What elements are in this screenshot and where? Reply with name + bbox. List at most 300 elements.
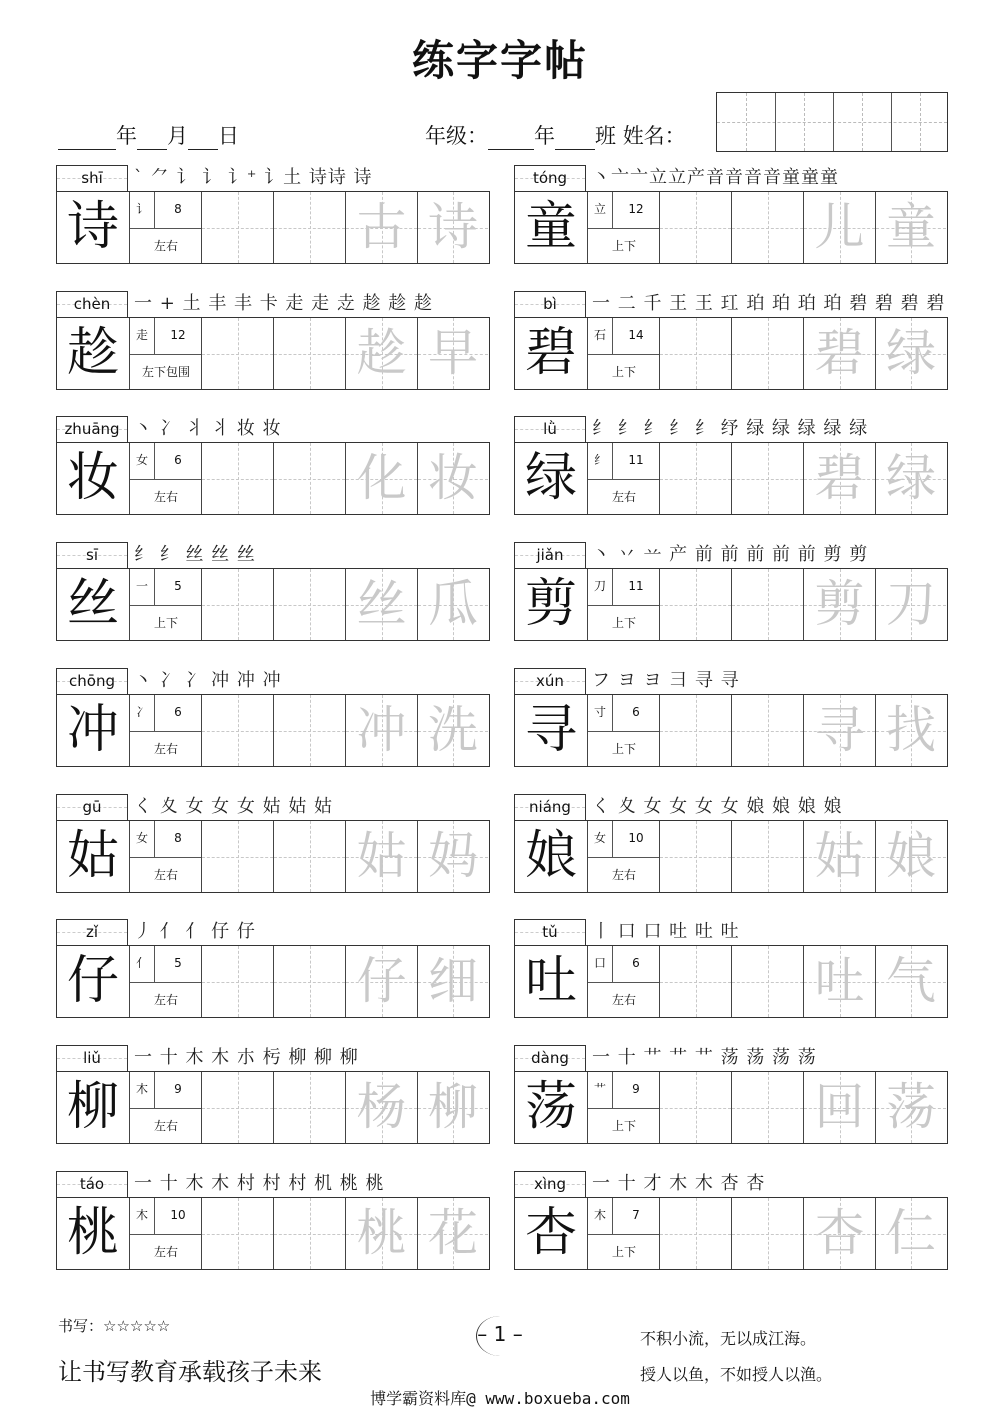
quote-line-1: 不积小流，无以成江海。: [640, 1329, 817, 1348]
pinyin-text: bì: [543, 295, 557, 313]
writing-cell[interactable]: [803, 192, 875, 263]
writing-cell[interactable]: [659, 192, 731, 263]
writing-cell[interactable]: [659, 946, 731, 1017]
writing-cell[interactable]: [803, 1072, 875, 1143]
radical: 艹: [588, 1072, 613, 1108]
trace-character: 冲: [356, 701, 407, 759]
structure: 左右: [130, 1234, 202, 1270]
writing-cell[interactable]: [875, 1072, 946, 1143]
structure: 左右: [130, 857, 202, 893]
pinyin-text: jiǎn: [536, 546, 564, 564]
practice-card: [56, 919, 490, 1025]
writing-cell[interactable]: [201, 695, 273, 766]
writing-cell[interactable]: [731, 1072, 803, 1143]
date-field: [58, 120, 239, 150]
writing-cell[interactable]: [875, 1198, 946, 1269]
char-info: [587, 946, 659, 1017]
class-label: 班: [595, 124, 616, 148]
trace-character: 杏: [814, 1204, 865, 1262]
quote-line-2: 授人以鱼，不如授人以渔。: [640, 1365, 833, 1384]
writing-cell[interactable]: [273, 695, 345, 766]
writing-cell[interactable]: [345, 821, 417, 892]
structure: 左右: [130, 228, 202, 264]
trace-character: 绿: [886, 449, 936, 507]
writing-cell[interactable]: [345, 318, 417, 389]
writing-cell[interactable]: [417, 1072, 488, 1143]
practice-card: [56, 416, 490, 522]
trace-character: 妆: [428, 449, 478, 507]
writing-cell[interactable]: [273, 1072, 345, 1143]
pinyin-box: [514, 668, 586, 694]
char-info: [129, 695, 201, 766]
trace-character: 仁: [886, 1204, 936, 1262]
pinyin-text: dàng: [531, 1049, 569, 1067]
model-character: 姑: [66, 826, 119, 886]
stroke-order: 丿 亻 亻 仔 仔: [134, 921, 256, 942]
char-info: [587, 695, 659, 766]
pinyin-box: [514, 416, 586, 442]
writing-cell[interactable]: [875, 318, 946, 389]
trace-character: 姑: [814, 827, 865, 885]
writing-cell[interactable]: [273, 569, 345, 640]
pinyin-box: [56, 542, 128, 568]
trace-character: 碧: [814, 324, 865, 382]
pinyin-text: xún: [536, 672, 564, 690]
structure: 左右: [130, 731, 202, 767]
name-input-grid[interactable]: [716, 92, 948, 152]
writing-cell[interactable]: [417, 1198, 488, 1269]
pinyin-box: [56, 1171, 128, 1197]
writing-cell[interactable]: [731, 946, 803, 1017]
writing-cell[interactable]: [875, 695, 946, 766]
writing-cell[interactable]: [731, 569, 803, 640]
writing-cell[interactable]: [803, 443, 875, 514]
structure: 左右: [130, 479, 202, 515]
model-character: 寻: [524, 700, 577, 760]
count: 12: [628, 202, 644, 216]
count: 5: [174, 579, 182, 593]
writing-cell[interactable]: [731, 192, 803, 263]
count: 11: [628, 453, 644, 467]
writing-cell[interactable]: [201, 569, 273, 640]
pinyin-box: [56, 668, 128, 694]
practice-card: [56, 165, 490, 271]
radical: 木: [130, 1072, 155, 1108]
radical: 木: [588, 1198, 613, 1234]
grade-field: [425, 120, 686, 150]
stroke-order: 一 二 千 王 王 玒 珀 珀 珀 珀 碧 碧 碧 碧: [592, 293, 946, 314]
practice-card: [514, 794, 948, 900]
model-character: 童: [524, 197, 577, 257]
structure: 上下: [588, 605, 660, 641]
writing-cell[interactable]: [417, 695, 488, 766]
page-number-ornament: [476, 1316, 524, 1356]
writing-cell[interactable]: [417, 946, 488, 1017]
writing-cell[interactable]: [201, 318, 273, 389]
structure: 左右: [588, 857, 660, 893]
structure: 上下: [588, 1108, 660, 1144]
char-info: [129, 443, 201, 514]
count: 9: [632, 1082, 640, 1096]
structure: 上下: [588, 731, 660, 767]
pinyin-box: [56, 291, 128, 317]
page-number-value: 1: [493, 1322, 507, 1346]
writing-cell[interactable]: [201, 946, 273, 1017]
practice-card: [56, 542, 490, 648]
radical: 木: [130, 1198, 155, 1234]
model-character: 绿: [524, 448, 577, 508]
model-character: 剪: [524, 574, 577, 634]
page-title: 练字字帖: [411, 36, 588, 85]
writing-cell[interactable]: [803, 1198, 875, 1269]
stroke-order: 一 + 土 丰 丰 卡 走 走 赱 趁 趁 趁: [134, 293, 434, 314]
year-blank[interactable]: [58, 127, 116, 150]
practice-card: [56, 794, 490, 900]
practice-grid: [514, 945, 948, 1018]
practice-grid: [56, 1197, 490, 1270]
pinyin-box: [56, 416, 128, 442]
writing-cell[interactable]: [417, 569, 488, 640]
practice-card: [56, 1171, 490, 1277]
writing-cell[interactable]: [803, 695, 875, 766]
practice-grid: [56, 820, 490, 893]
stroke-order: フ ヨ ヨ 彐 寻 寻: [592, 670, 740, 691]
radical: 女: [130, 821, 155, 857]
practice-grid: [56, 694, 490, 767]
pinyin-text: tǔ: [542, 923, 558, 941]
trace-character: 柳: [428, 1078, 478, 1136]
radical: 冫: [130, 695, 155, 731]
slogan: 让书写教育承载孩子未来: [58, 1358, 322, 1386]
writing-cell[interactable]: [731, 821, 803, 892]
practice-grid: [514, 1197, 948, 1270]
model-character: 趁: [66, 323, 119, 383]
count: 11: [628, 579, 644, 593]
practice-grid: [56, 945, 490, 1018]
pinyin-box: [514, 291, 586, 317]
radical: 女: [130, 443, 155, 479]
pinyin-box: [514, 1045, 586, 1071]
practice-card: [514, 542, 948, 648]
trace-character: 古: [356, 198, 407, 256]
practice-grid: [56, 317, 490, 390]
writing-cell[interactable]: [731, 318, 803, 389]
pinyin-text: shī: [81, 169, 103, 187]
structure: 上下: [130, 605, 202, 641]
radical: 一: [130, 569, 155, 605]
stroke-order: ` ⺈ 讠 讠 讠⁺ 讠土 诗诗 诗: [134, 167, 373, 188]
trace-character: 儿: [814, 198, 865, 256]
stroke-order: 丶亠亠立立产音音音音童童童: [592, 167, 839, 188]
writing-cell[interactable]: [273, 1198, 345, 1269]
pinyin-box: [56, 1045, 128, 1071]
pinyin-box: [514, 1171, 586, 1197]
writing-cell[interactable]: [345, 1198, 417, 1269]
model-character: 妆: [66, 448, 119, 508]
structure: 左右: [588, 479, 660, 515]
model-character: 吐: [524, 951, 577, 1011]
structure: 上下: [588, 228, 660, 264]
pinyin-text: chèn: [73, 295, 111, 313]
pinyin-text: táo: [79, 1175, 105, 1193]
count: 5: [174, 956, 182, 970]
pinyin-text: sī: [86, 546, 98, 564]
pinyin-box: [56, 794, 128, 820]
writing-rating: 书写：☆☆☆☆☆: [58, 1317, 171, 1335]
stroke-order: 丶 冫 冫 冲 冲 冲: [134, 670, 282, 691]
writing-cell[interactable]: [659, 443, 731, 514]
count: 8: [174, 831, 182, 845]
trace-character: 寻: [814, 701, 865, 759]
model-character: 冲: [66, 700, 119, 760]
stroke-order: く 夊 女 女 女 姑 姑 姑: [134, 796, 334, 817]
writing-cell[interactable]: [803, 821, 875, 892]
trace-character: 荡: [886, 1078, 936, 1136]
writing-cell[interactable]: [417, 192, 488, 263]
practice-card: [514, 668, 948, 774]
practice-grid: [56, 442, 490, 515]
stroke-order: 丶 冫 丬 丬 妆 妆: [134, 418, 282, 439]
practice-card: [514, 165, 948, 271]
trace-character: 剪: [814, 575, 865, 633]
count: 6: [174, 453, 182, 467]
model-character: 娘: [524, 826, 577, 886]
writing-cell[interactable]: [875, 192, 946, 263]
trace-character: 洗: [428, 701, 478, 759]
pinyin-text: zhuāng: [64, 420, 120, 438]
trace-character: 杨: [356, 1078, 407, 1136]
writing-cell[interactable]: [875, 946, 946, 1017]
model-character: 仔: [66, 951, 119, 1011]
writing-cell[interactable]: [659, 695, 731, 766]
writing-cell[interactable]: [273, 318, 345, 389]
pinyin-text: zǐ: [85, 923, 99, 941]
count: 8: [174, 202, 182, 216]
writing-cell[interactable]: [659, 1072, 731, 1143]
count: 14: [628, 328, 644, 342]
trace-character: 仔: [356, 952, 407, 1010]
writing-cell[interactable]: [417, 821, 488, 892]
day-label: 日: [218, 124, 239, 148]
radical: 刀: [588, 569, 613, 605]
pinyin-text: gū: [82, 798, 102, 816]
trace-character: 细: [428, 952, 478, 1010]
structure: 左下包围: [130, 354, 202, 390]
radical: 口: [588, 946, 613, 982]
writing-cell[interactable]: [273, 821, 345, 892]
char-info: [587, 821, 659, 892]
writing-cell[interactable]: [201, 1072, 273, 1143]
model-character: 碧: [524, 323, 577, 383]
trace-character: 回: [814, 1078, 865, 1136]
writing-cell[interactable]: [273, 192, 345, 263]
radical: 立: [588, 192, 613, 228]
stroke-order: 丨 口 口 吐 吐 吐: [592, 921, 740, 942]
writing-cell[interactable]: [803, 569, 875, 640]
writing-cell[interactable]: [345, 443, 417, 514]
trace-character: 花: [428, 1204, 478, 1262]
trace-character: 童: [886, 198, 936, 256]
writing-cell[interactable]: [659, 318, 731, 389]
stroke-order: 丶 丷 䒑 产 前 前 前 前 前 剪 剪: [592, 544, 869, 565]
stroke-order: 一 十 艹 艹 艹 荡 荡 荡 荡: [592, 1047, 817, 1068]
radical: 纟: [588, 443, 613, 479]
practice-card: [514, 1171, 948, 1277]
radical: 石: [588, 318, 613, 354]
practice-grid: [514, 191, 948, 264]
trace-character: 桃: [356, 1204, 407, 1262]
practice-card: [514, 291, 948, 397]
radical: 女: [588, 821, 613, 857]
count: 6: [632, 956, 640, 970]
writing-cell[interactable]: [201, 1198, 273, 1269]
month-blank[interactable]: [137, 127, 167, 150]
stroke-order: く 夊 女 女 女 女 娘 娘 娘 娘: [592, 796, 843, 817]
practice-grid: [514, 694, 948, 767]
model-character: 柳: [66, 1077, 119, 1137]
practice-grid: [56, 1071, 490, 1144]
radical: 亻: [130, 946, 155, 982]
trace-character: 找: [886, 701, 936, 759]
writing-cell[interactable]: [201, 821, 273, 892]
char-info: [587, 1072, 659, 1143]
trace-character: 刀: [886, 575, 936, 633]
trace-character: 绿: [886, 324, 936, 382]
writing-cell[interactable]: [875, 821, 946, 892]
stroke-order: 一 十 才 木 木 杏 杏: [592, 1173, 766, 1194]
stroke-order: 一 十 木 木 村 村 村 机 桃 桃: [134, 1173, 385, 1194]
writing-cell[interactable]: [875, 569, 946, 640]
char-info: [587, 192, 659, 263]
practice-grid: [514, 1071, 948, 1144]
char-info: [129, 821, 201, 892]
count: 6: [174, 705, 182, 719]
writing-cell[interactable]: [417, 318, 488, 389]
writing-cell[interactable]: [345, 946, 417, 1017]
count: 7: [632, 1208, 640, 1222]
grade-blank[interactable]: [488, 127, 534, 150]
trace-character: 娘: [886, 827, 936, 885]
practice-grid: [56, 568, 490, 641]
pinyin-text: niáng: [529, 798, 571, 816]
writing-cell[interactable]: [201, 443, 273, 514]
trace-character: 诗: [428, 198, 478, 256]
char-info: [129, 318, 201, 389]
structure: 上下: [588, 354, 660, 390]
trace-character: 趁: [356, 324, 407, 382]
char-info: [129, 1072, 201, 1143]
stroke-order: 一 十 木 木 朩 杇 柳 柳 柳: [134, 1047, 359, 1068]
trace-character: 吐: [814, 952, 865, 1010]
writing-cell[interactable]: [659, 569, 731, 640]
name-label: 姓名：: [622, 124, 686, 148]
writing-cell[interactable]: [803, 318, 875, 389]
char-info: [587, 318, 659, 389]
practice-grid: [56, 191, 490, 264]
trace-character: 化: [356, 449, 407, 507]
char-info: [587, 1198, 659, 1269]
pinyin-text: lǜ: [543, 420, 557, 438]
structure: 左右: [130, 982, 202, 1018]
writing-cell[interactable]: [345, 1072, 417, 1143]
count: 6: [632, 705, 640, 719]
char-info: [129, 1198, 201, 1269]
writing-cell[interactable]: [731, 695, 803, 766]
writing-cell[interactable]: [731, 1198, 803, 1269]
practice-grid: [514, 568, 948, 641]
writing-cell[interactable]: [875, 443, 946, 514]
pinyin-text: liǔ: [83, 1049, 101, 1067]
radical: 走: [130, 318, 155, 354]
model-character: 杏: [524, 1203, 577, 1263]
year-label: 年: [116, 124, 137, 148]
writing-cell[interactable]: [659, 821, 731, 892]
writing-cell[interactable]: [345, 569, 417, 640]
practice-card: [56, 1045, 490, 1151]
pinyin-box: [514, 542, 586, 568]
practice-grid: [514, 820, 948, 893]
practice-card: [56, 668, 490, 774]
writing-cell[interactable]: [659, 1198, 731, 1269]
writing-cell[interactable]: [273, 946, 345, 1017]
pinyin-box: [514, 794, 586, 820]
class-blank[interactable]: [555, 127, 595, 150]
structure: 左右: [130, 1108, 202, 1144]
pinyin-box: [514, 165, 586, 191]
practice-card: [514, 416, 948, 522]
model-character: 诗: [66, 197, 119, 257]
pinyin-text: chōng: [69, 672, 115, 690]
page-number: – 1 –: [470, 1322, 530, 1346]
pinyin-box: [56, 919, 128, 945]
trace-character: 早: [428, 324, 478, 382]
stroke-order: 纟 纟 纟 纟 纟 纾 绿 绿 绿 绿 绿: [592, 418, 869, 439]
char-info: [587, 569, 659, 640]
writing-cell[interactable]: [201, 192, 273, 263]
day-blank[interactable]: [188, 127, 218, 150]
stroke-order: 纟 纟 丝 丝 丝: [134, 544, 256, 565]
writing-cell[interactable]: [417, 443, 488, 514]
structure: 左右: [588, 982, 660, 1018]
writing-cell[interactable]: [345, 192, 417, 263]
char-info: [129, 569, 201, 640]
writing-cell[interactable]: [803, 946, 875, 1017]
char-info: [587, 443, 659, 514]
writing-cell[interactable]: [731, 443, 803, 514]
model-character: 荡: [524, 1077, 577, 1137]
pinyin-box: [514, 919, 586, 945]
practice-grid: [514, 442, 948, 515]
pinyin-text: xìng: [533, 1175, 567, 1193]
site-watermark: 博学霸资料库@ www.boxueba.com: [370, 1389, 630, 1408]
radical: 寸: [588, 695, 613, 731]
trace-character: 瓜: [428, 575, 478, 633]
writing-cell[interactable]: [345, 695, 417, 766]
count: 10: [628, 831, 644, 845]
practice-card: [56, 291, 490, 397]
trace-character: 妈: [428, 827, 478, 885]
radical: 讠: [130, 192, 155, 228]
pinyin-text: tóng: [532, 169, 568, 187]
trace-character: 气: [886, 952, 936, 1010]
char-info: [129, 946, 201, 1017]
model-character: 桃: [66, 1203, 119, 1263]
model-character: 丝: [66, 574, 119, 634]
practice-card: [514, 1045, 948, 1151]
pinyin-box: [56, 165, 128, 191]
writing-cell[interactable]: [273, 443, 345, 514]
practice-card: [514, 919, 948, 1025]
